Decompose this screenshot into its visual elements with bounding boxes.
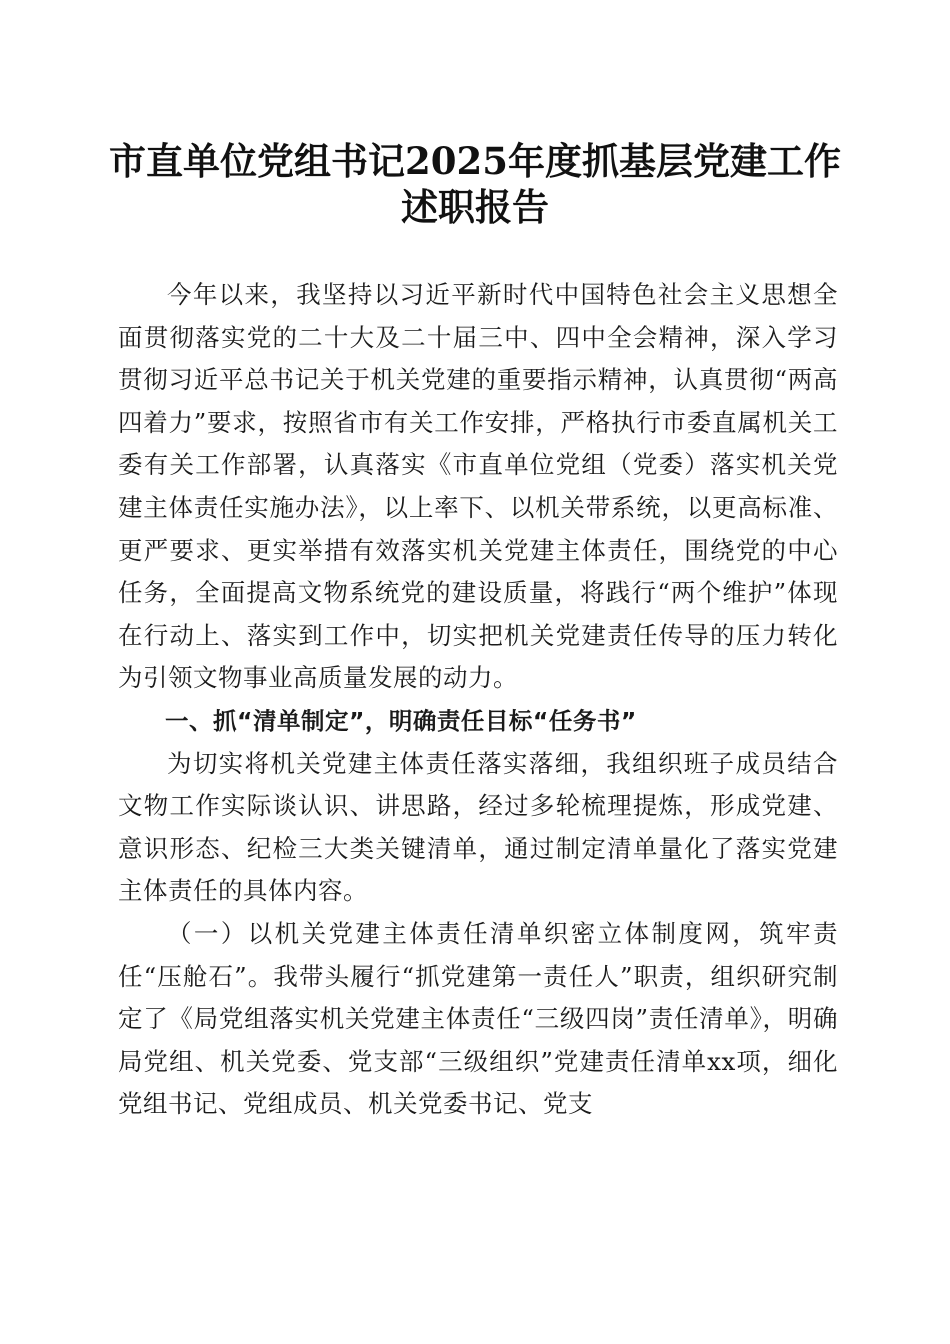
- document-title-line-2: 述职报告: [401, 185, 549, 229]
- document-title-line-1: 市直单位党组书记2025年度抓基层党建工作: [109, 139, 841, 183]
- intro-paragraph: 今年以来，我坚持以习近平新时代中国特色社会主义思想全面贯彻落实党的二十大及二十届三中、四中全会精神，深入学习贯彻习近平总书记关于机关党建的重要指示精神，认真贯彻“两高四着力”要求，按照省市有关工作安排，严格执行市委直属机关工委有关工作部署，认真落实《市直单位党组（党委）落实机关党建主体责任实施办法》，以上率下、以机关带系统，以更高标准、更严要求、更实举措有效落实机关党建主体责任，围绕党的中心任务，全面提高文物系统党的建设质量，将践行“两个维护”体现在行动上、落实到工作中，切实把机关党建责任传导的压力转化为引领文物事业高质量发展的动力。: [118, 280, 838, 693]
- subsection-1-paragraph: （一）以机关党建主体责任清单织密立体制度网，筑牢责任“压舱石”。我带头履行“抓党建第一责任人”职责，组织研究制定了《局党组落实机关党建主体责任“三级四岗”责任清单》，明确局党组、机关党委、党支部“三级组织”党建责任清单xx项，细化党组书记、党组成员、机关党委书记、党支: [118, 918, 838, 1119]
- section-heading-1: 一、抓“清单制定”，明确责任目标“任务书”: [165, 706, 637, 735]
- section-1-paragraph: 为切实将机关党建主体责任落实落细，我组织班子成员结合文物工作实际谈认识、讲思路，经过多轮梳理提炼，形成党建、意识形态、纪检三大类关键清单，通过制定清单量化了落实党建主体责任的具体内容。: [118, 748, 838, 906]
- document-body: [118, 274, 838, 1126]
